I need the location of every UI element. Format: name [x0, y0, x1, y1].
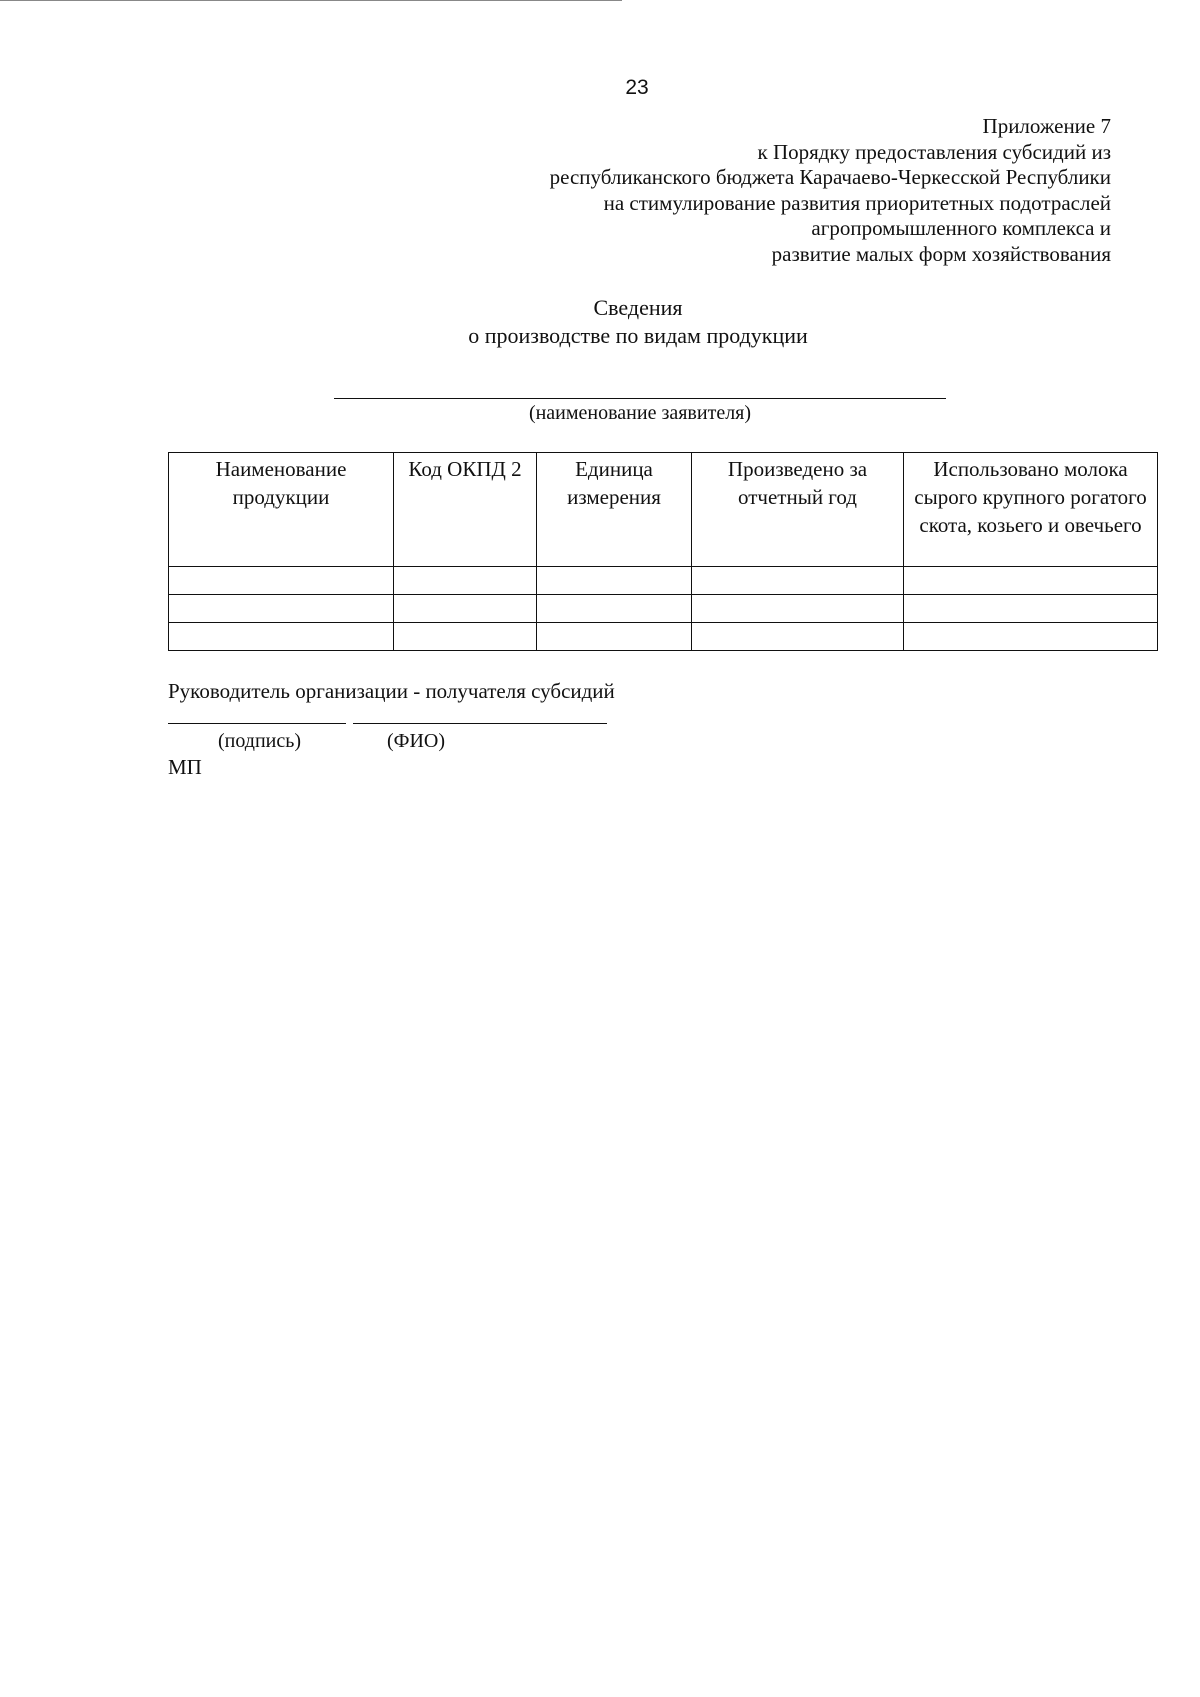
table-cell: [904, 595, 1158, 623]
table-cell: [904, 623, 1158, 651]
applicant-name-line: [334, 398, 946, 399]
signatory-label: Руководитель организации - получателя субсидий: [168, 679, 615, 703]
table-cell: [169, 567, 394, 595]
column-header-produced: Произведено за отчетный год: [692, 453, 904, 567]
document-title: Сведения: [593, 295, 683, 320]
stamp-label: МП: [168, 755, 202, 779]
appendix-line: республиканского бюджета Карачаево-Черкесской Республики: [549, 165, 1111, 189]
document-subtitle: о производстве по видам продукции: [468, 323, 808, 348]
table-cell: [692, 623, 904, 651]
appendix-line: развитие малых форм хозяйствования: [771, 241, 1111, 266]
table-cell: [904, 567, 1158, 595]
column-header-product-name: Наименование продукции: [169, 453, 394, 567]
table-cell: [692, 567, 904, 595]
table-cell: [537, 595, 692, 623]
table-row: [169, 623, 1158, 651]
column-header-okpd-code: Код ОКПД 2: [394, 453, 537, 567]
signature-caption: (подпись): [218, 730, 302, 752]
production-table: [168, 452, 1158, 651]
appendix-line: Приложение 7: [982, 114, 1111, 138]
table-cell: [394, 595, 537, 623]
table-cell: [394, 567, 537, 595]
top-edge-rule: [0, 0, 622, 1]
column-header-milk-used: Использовано молока сырого крупного рогатого скота, козьего и овечьего: [904, 453, 1158, 567]
full-name-caption: (ФИО): [387, 730, 446, 752]
applicant-caption: (наименование заявителя): [528, 402, 752, 424]
column-header-unit: Единица измерения: [537, 453, 692, 567]
table-cell: [537, 623, 692, 651]
table-row: [169, 595, 1158, 623]
table-cell: [169, 595, 394, 623]
table-cell: [394, 623, 537, 651]
table-row: [169, 567, 1158, 595]
signature-line: [168, 723, 346, 724]
appendix-line: агропромышленного комплекса и: [811, 216, 1111, 240]
table-cell: [169, 623, 394, 651]
page-number: 23: [625, 76, 649, 99]
full-name-line: [353, 723, 607, 724]
table-cell: [692, 595, 904, 623]
appendix-line: на стимулирование развития приоритетных подотраслей: [603, 190, 1111, 215]
table-header-row: [169, 453, 1158, 567]
appendix-line: к Порядку предоставления субсидий из: [757, 139, 1111, 164]
appendix-header: [550, 114, 1111, 267]
table-cell: [537, 567, 692, 595]
